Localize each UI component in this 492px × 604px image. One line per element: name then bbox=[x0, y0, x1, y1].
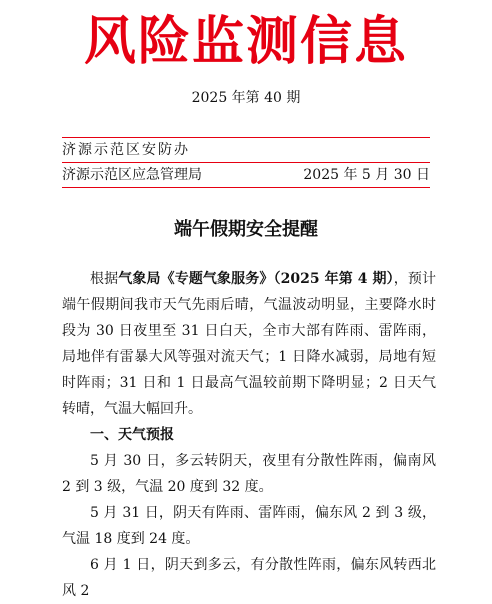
forecast-paragraph-0601: 6 月 1 日，阴天到多云，有分散性阵雨，偏东风转西北风 2 bbox=[62, 557, 436, 599]
issuer-line-2 bbox=[62, 163, 430, 187]
document-body bbox=[62, 266, 436, 604]
intro-lead: 根据 bbox=[90, 271, 119, 287]
forecast-paragraph-0531: 5 月 31 日，阴天有阵雨、雷阵雨，偏东风 2 到 3 级，气温 18 度到 24 度。 bbox=[62, 505, 436, 547]
section-heading-weather: 一、天气预报 bbox=[90, 427, 174, 443]
masthead-title: 风险监测信息 bbox=[83, 11, 408, 72]
forecast-paragraph-0530: 5 月 30 日，多云转阴天，夜里有分散性阵雨，偏南风 2 到 3 级，气温 20 度到 32 度。 bbox=[62, 453, 436, 495]
issuer-name-1: 济源示范区安防办 bbox=[62, 142, 190, 158]
document-title: 端午假期安全提醒 bbox=[174, 219, 318, 240]
issue-number: 2025 年第 40 期 bbox=[191, 90, 301, 106]
bottom-red-rule bbox=[62, 187, 430, 188]
issuer-line-1 bbox=[62, 138, 430, 162]
intro-source: 气象局《专题气象服务》（2025 年第 4 期） bbox=[118, 271, 394, 287]
intro-paragraph bbox=[62, 266, 436, 422]
issuer-name-2: 济源示范区应急管理局 bbox=[62, 167, 202, 183]
intro-rest: ，预计端午假期间我市天气先雨后晴，气温波动明显，主要降水时段为 30 日夜里至 31 日白天，全市大部有阵雨、雷阵雨，局地伴有雷暴大风等强对流天气；1 日降水减弱，局地有短时阵雨；31 日和 1 日最高气温较前期下降明显；2 日天气转晴，气温大幅回升。 bbox=[62, 271, 437, 417]
issue-date: 2025 年 5 月 30 日 bbox=[303, 167, 430, 183]
issuer-block bbox=[62, 137, 430, 188]
